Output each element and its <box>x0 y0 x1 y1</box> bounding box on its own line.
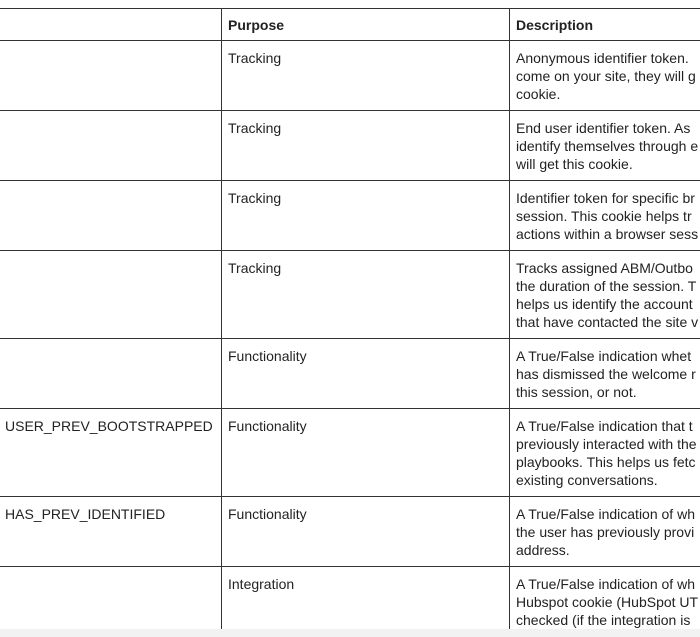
cookie-table <box>0 8 700 637</box>
description-line: actions within a browser sess <box>516 226 699 242</box>
cookie-description <box>510 339 700 409</box>
cookie-name-cell <box>0 181 222 251</box>
description-line: that have contacted the site v <box>516 314 699 330</box>
table-row <box>0 339 700 409</box>
description-line: has dismissed the welcome r <box>516 366 696 382</box>
cookie-description <box>510 497 700 567</box>
table-header-row <box>0 9 700 41</box>
table-row <box>0 181 700 251</box>
cookie-description <box>510 567 700 637</box>
description-line: Identifier token for specific br <box>516 190 695 206</box>
table-row <box>0 251 700 339</box>
description-line: A True/False indication whet <box>516 348 692 364</box>
description-line: existing conversations. <box>516 472 658 488</box>
table-row <box>0 497 700 567</box>
cookie-name-cell <box>0 41 222 111</box>
cookie-name-cell <box>0 251 222 339</box>
cookie-name-cell <box>0 497 222 567</box>
header-description: Description <box>510 9 700 41</box>
cookie-purpose: Integration <box>222 567 510 637</box>
cookie-name-cell <box>0 567 222 637</box>
cookie-description <box>510 181 700 251</box>
cookie-description <box>510 41 700 111</box>
description-line: come on your site, they will g <box>516 68 696 84</box>
table-row <box>0 409 700 497</box>
description-line: Hubspot cookie (HubSpot UT <box>516 594 699 610</box>
description-line: helps us identify the account <box>516 296 693 312</box>
header-purpose: Purpose <box>222 9 510 41</box>
description-line: previously interacted with the <box>516 436 697 452</box>
description-line: Tracks assigned ABM/Outbo <box>516 260 693 276</box>
cookie-purpose: Functionality <box>222 339 510 409</box>
description-line: the duration of the session. T <box>516 278 697 294</box>
cookie-purpose: Tracking <box>222 251 510 339</box>
cookie-purpose: Tracking <box>222 181 510 251</box>
description-line: End user identifier token. As <box>516 120 691 136</box>
description-line: cookie. <box>516 86 561 102</box>
table-row <box>0 41 700 111</box>
cookie-name-cell <box>0 339 222 409</box>
description-line: session. This cookie helps tr <box>516 208 692 224</box>
description-line: this session, or not. <box>516 384 637 400</box>
description-line: A True/False indication that t <box>516 418 693 434</box>
table-row <box>0 111 700 181</box>
cookie-name: USER_PREV_BOOTSTRAPPED <box>5 418 213 434</box>
cookie-purpose: Functionality <box>222 497 510 567</box>
description-line: address. <box>516 542 570 558</box>
cookie-name-cell <box>0 409 222 497</box>
header-name <box>0 9 222 41</box>
description-line: A True/False indication of wh <box>516 576 695 592</box>
cookie-description <box>510 251 700 339</box>
cookie-purpose: Tracking <box>222 41 510 111</box>
description-line: playbooks. This helps us fetc <box>516 454 696 470</box>
cookie-description <box>510 111 700 181</box>
description-line: checked (if the integration is <box>516 612 691 628</box>
description-line: the user has previously provi <box>516 524 695 540</box>
cookie-name-cell <box>0 111 222 181</box>
cookie-purpose: Tracking <box>222 111 510 181</box>
description-line: Anonymous identifier token. <box>516 50 689 66</box>
page-bottom-strip <box>0 629 700 637</box>
description-line: A True/False indication of wh <box>516 506 695 522</box>
table-row <box>0 567 700 637</box>
description-line: will get this cookie. <box>516 156 633 172</box>
cookie-name: HAS_PREV_IDENTIFIED <box>5 506 166 522</box>
cookie-description <box>510 409 700 497</box>
description-line: identify themselves through e <box>516 138 699 154</box>
cookie-purpose: Functionality <box>222 409 510 497</box>
